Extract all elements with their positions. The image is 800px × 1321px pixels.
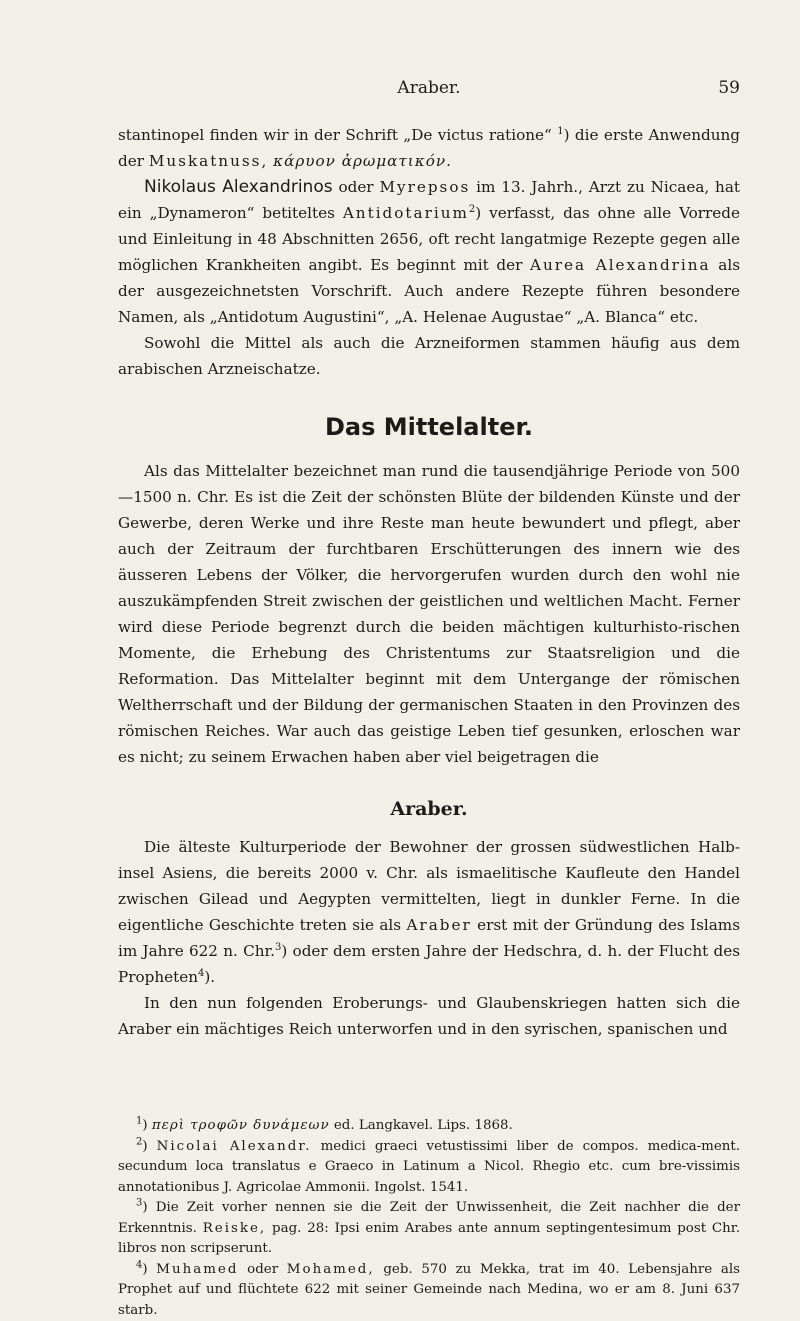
paragraph-eroberungen: In den nun folgenden Eroberungs- und Glaubenskriegen hatten sich die Araber ein mächtiges Reich unterworfen und in den syrischen, spanischen und [118, 990, 740, 1042]
text-run: oder [333, 178, 374, 196]
footnote-2: $^2$) Nicolai Alexandr. medici graeci vetustissimi liber de compos. medica-ment. secundum loca translatus e Graeco in Latinum a Nicol. Rhegio etc. cum bre-vissimis annotationibus J. Agricolae Ammonii. Ingolst. 1541. [118, 1137, 740, 1199]
text-run: Die Zeit vorher nennen sie die Zeit der Unwissenheit, die Zeit nachher die der Erkenntnis. [118, 1200, 740, 1236]
text-run: als der ausgezeichnetsten Vorschrift. Auch andere Rezepte führen besondere Namen, als „Antidotum Augustini“, „A. Helenae Augustae“ „A. Blanca“ etc. [118, 256, 740, 326]
running-head-title: Araber. [118, 78, 740, 98]
running-head [118, 78, 740, 104]
footnote-ref-2: 2 [469, 204, 475, 215]
paragraph-nikolaus [118, 174, 740, 330]
footnote-mark: 3 [136, 1198, 142, 1209]
text-run: ). [204, 968, 215, 986]
spaced-term: Antidotarium [343, 204, 469, 222]
text-run: pag. 28: Ipsi enim Arabes ante annum septingentesimum post Chr. libros non scripserunt. [118, 1221, 740, 1257]
spaced-term: Reiske, [203, 1221, 266, 1236]
footnote-ref-4: 4 [198, 968, 204, 979]
footnote-ref-1: 1 [557, 126, 563, 137]
text-run: Die älteste Kulturperiode der Bewohner der grossen südwestlichen Halb-insel Asiens, die bereits 2000 v. Chr. als ismaelitische Kaufleute den Handel zwischen Gilead und Aegypten vermittelten, liegt in dunkler Ferne. In die eigentliche Geschichte treten sie als [118, 838, 740, 934]
section-heading-araber: Araber. [118, 796, 740, 822]
text-run: oder [238, 1262, 278, 1277]
text-run: ) verfasst, das ohne alle Vorrede und Einleitung in 48 Abschnitten 2656, oft recht langatmige Rezepte gegen alle möglichen Krankheiten angibt. Es beginnt mit der [118, 204, 740, 274]
paragraph-mittelalter: Als das Mittelalter bezeichnet man rund die tausendjährige Periode von 500—1500 n. Chr. Es ist die Zeit der schönsten Blüte der bildenden Künste und der Gewerbe, deren Werke und ihre Reste man heute bewundert und pflegt, aber auch der Zeitraum der furchtbaren Erschütterungen des innern wie des äusseren Lebens der Völker, die hervorgerufen wurden durch den wohl nie auszukämpfenden Streit zwischen der geistlichen und weltlichen Macht. Ferner wird diese Periode begrenzt durch die beiden mächtigen kulturhisto-rischen Momente, die Erhebung des Christentums zur Staatsreligion und die Reformation. Das Mittelalter beginnt mit dem Untergange der römischen Weltherrschaft und der Bildung der germanischen Staaten in den Provinzen des römischen Reiches. War auch das geistige Leben tief gesunken, erloschen war es nicht; zu seinem Erwachen haben aber viel beigetragen die [118, 458, 740, 770]
footnote-1: $^1$) περὶ τροφῶν δυνάμεων ed. Langkavel. Lips. 1868. [118, 1116, 740, 1137]
spaced-term: Aurea Alexandrina [530, 256, 711, 274]
section-heading-mittelalter: Das Mittelalter. [118, 412, 740, 442]
spaced-term: Nicolai Alexandr. [157, 1139, 312, 1154]
text-run: geb. 570 zu Mekka, trat im 40. Lebensjahre als Prophet auf und flüchtete 622 mit seiner Gemeinde nach Medina, wo er am 8. Juni 637 starb. [118, 1262, 740, 1318]
greek-term: κάρυον ἀρωματικόν. [273, 152, 452, 170]
footnote-mark: 1 [136, 1116, 142, 1127]
footnote-4: $^4$) Muhamed oder Mohamed, geb. 570 zu Mekka, trat im 40. Lebensjahre als Prophet auf und flüchtete 622 mit seiner Gemeinde nach Medina, wo er am 8. Juni 637 starb. [118, 1260, 740, 1321]
text-run: ) die erste Anwendung der [118, 126, 740, 170]
spaced-term: Muhamed [156, 1262, 238, 1277]
text-run: im 13. Jahrh., Arzt zu Nicaea, hat ein „Dynameron“ betiteltes [118, 178, 740, 222]
spaced-term: Mohamed, [287, 1262, 375, 1277]
text-run: ) oder dem ersten Jahre der Hedschra, d. h. der Flucht des Propheten [118, 942, 740, 986]
page-number: 59 [718, 78, 740, 98]
body-text [118, 122, 740, 1042]
greek-term: περὶ τροφῶν δυνάμεων [152, 1118, 330, 1133]
paragraph-continuation [118, 122, 740, 174]
paragraph-arzneischatz: Sowohl die Mittel als auch die Arzneiformen stammen häufig aus dem arabischen Arzneischatze. [118, 330, 740, 382]
spaced-term: Muskatnuss, [149, 152, 268, 170]
footnote-ref-3: 3 [275, 942, 281, 953]
text-run: erst mit der Gründung des Islams im Jahre 622 n. Chr. [118, 916, 740, 960]
paragraph-araber [118, 834, 740, 990]
text-run: medici graeci vetustissimi liber de compos. medica-ment. secundum loca translatus e Graeco in Latinum a Nicol. Rhegio etc. cum bre-vissimis annotationibus J. Agricolae Ammonii. Ingolst. 1541. [118, 1139, 740, 1195]
footnote-mark: 2 [136, 1136, 142, 1147]
footnote-3: $^3$) Die Zeit vorher nennen sie die Zeit der Unwissenheit, die Zeit nachher die der Erkenntnis. Reiske, pag. 28: Ipsi enim Arabes ante annum septingentesimum post Chr. libros non scripserunt. [118, 1198, 740, 1260]
text-run: ed. Langkavel. Lips. 1868. [330, 1118, 513, 1133]
footnotes [118, 1116, 740, 1321]
text-run: stantinopel finden wir in der Schrift „De victus ratione“ [118, 126, 552, 144]
lead-name: Nikolaus Alexandrinos [144, 177, 333, 197]
spaced-term: Myrepsos [379, 178, 470, 196]
footnote-mark: 4 [136, 1259, 142, 1270]
spaced-term: Araber [406, 916, 471, 934]
